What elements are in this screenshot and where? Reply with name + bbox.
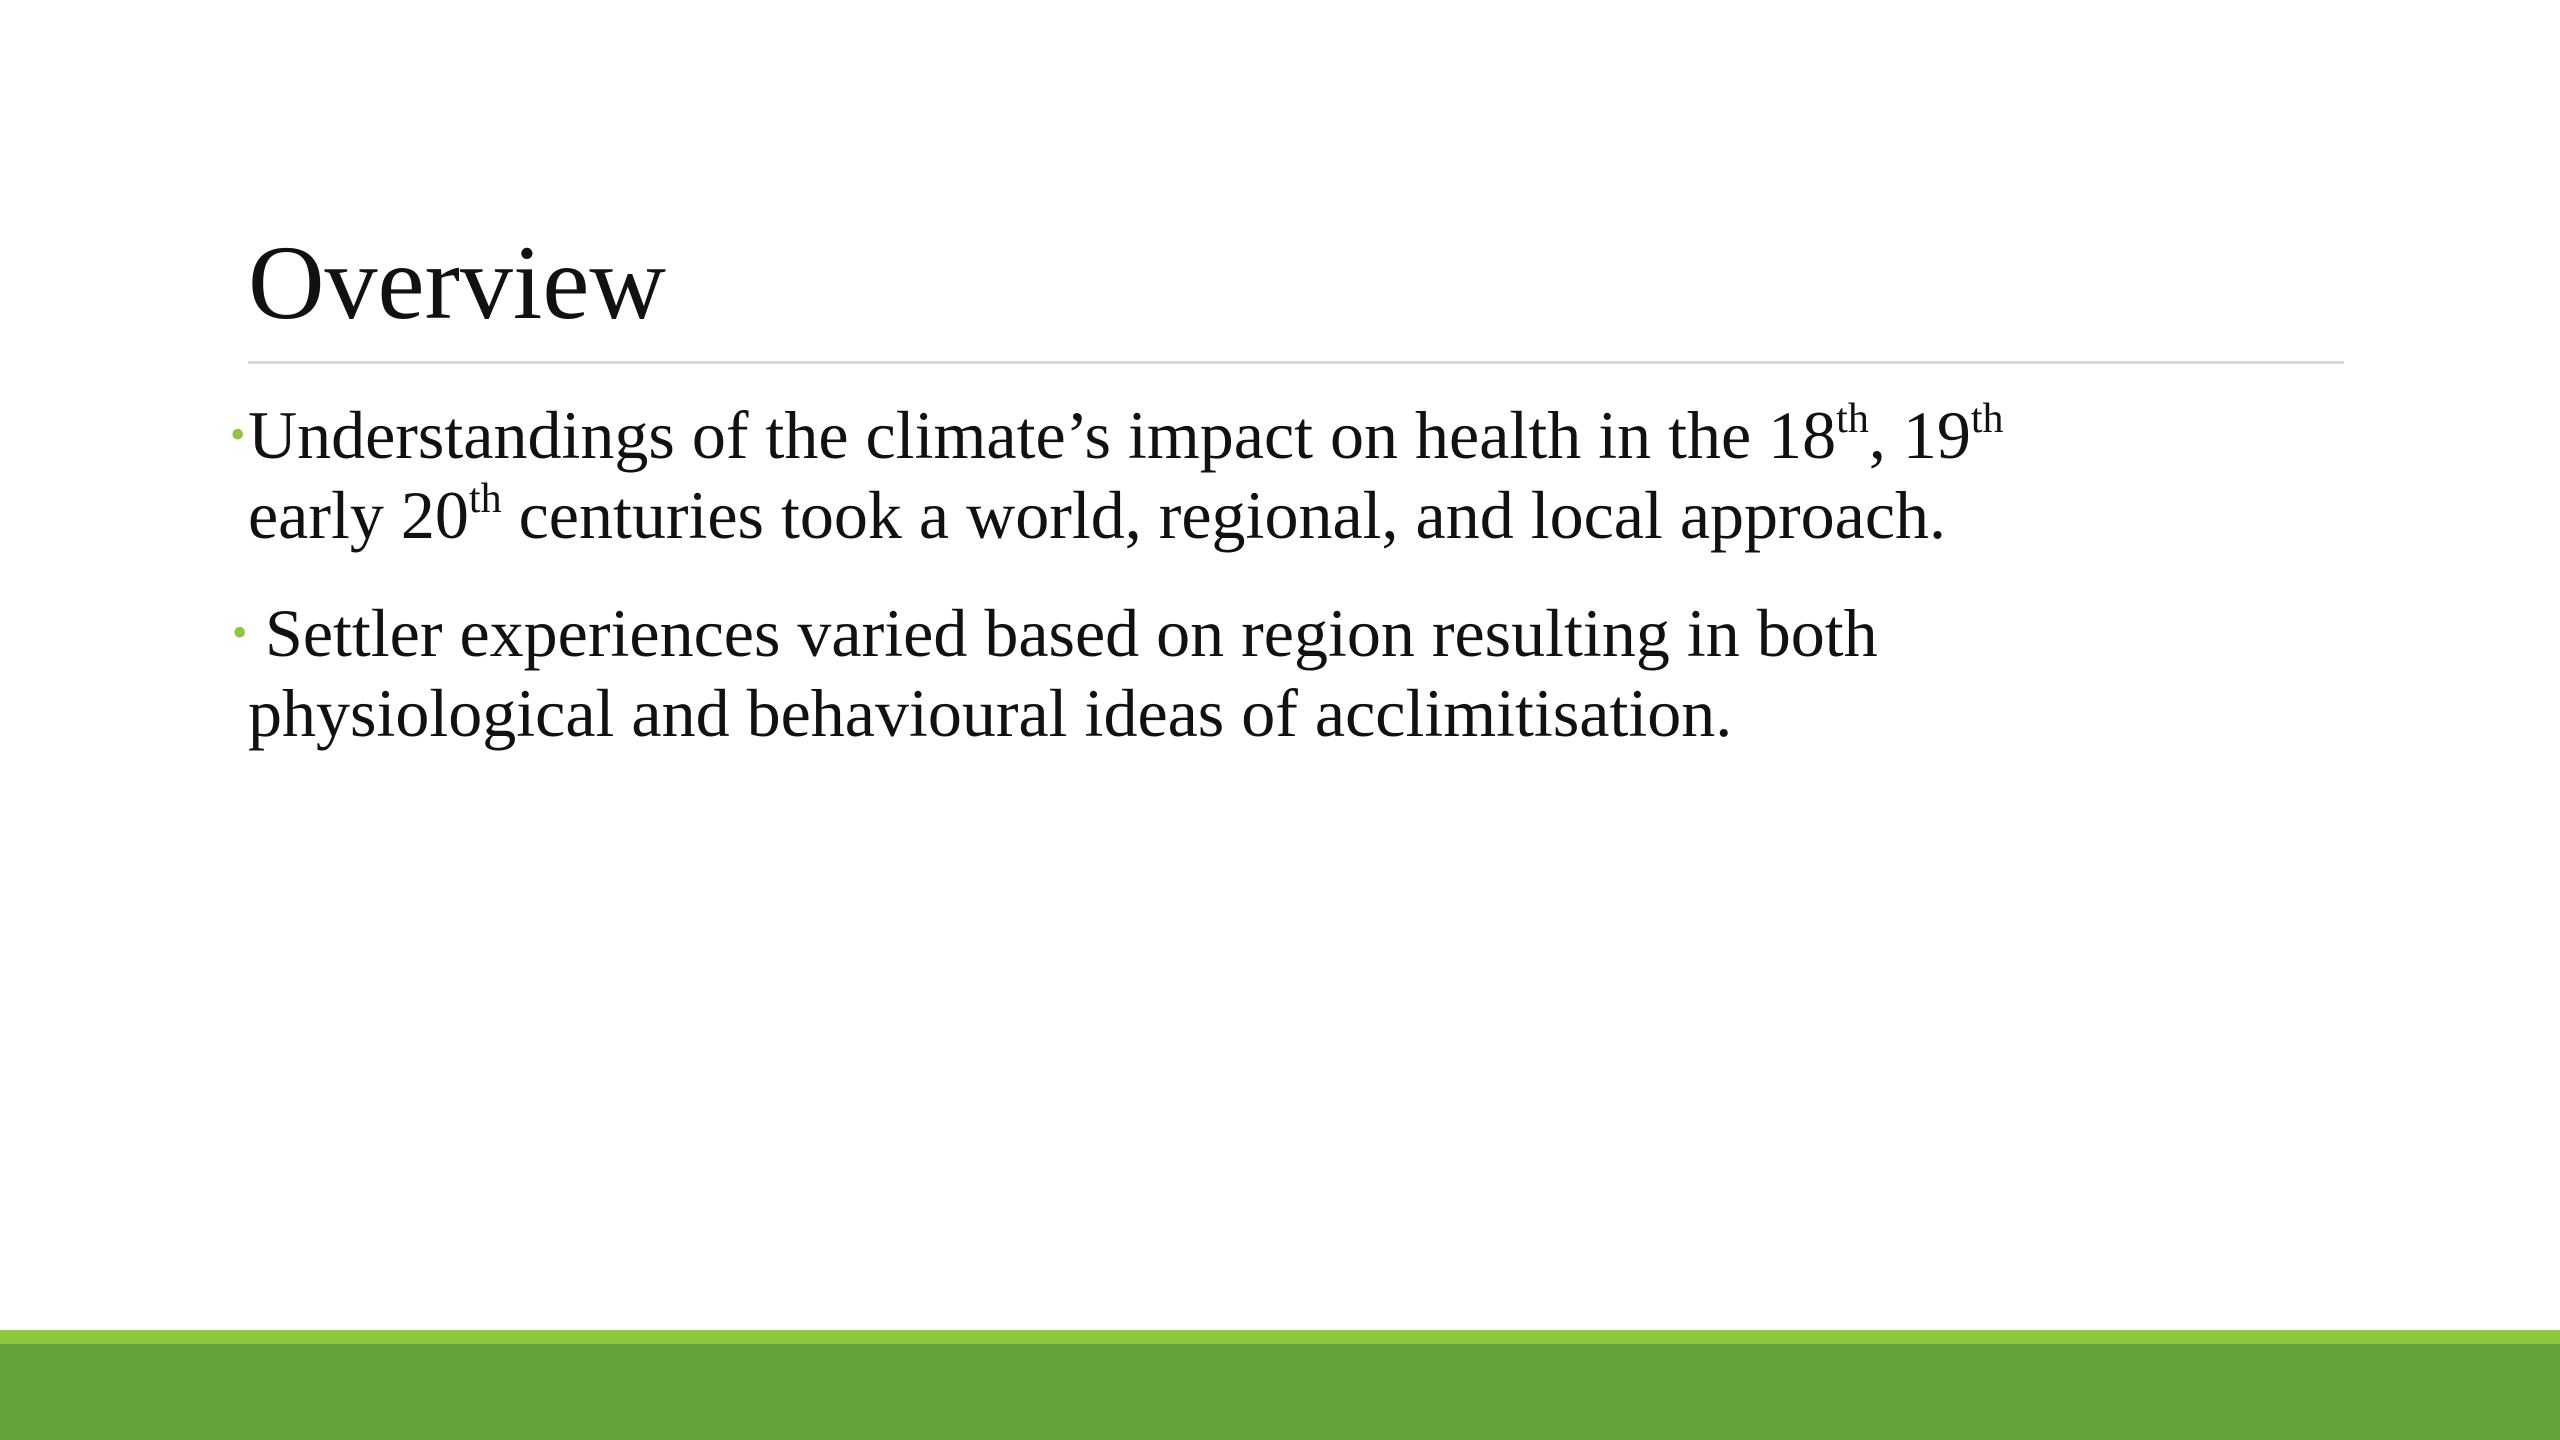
bullet-2-line-2: physiological and behavioural ideas of acclimitisation.: [248, 675, 1733, 751]
bullet-1-text-c: early 20: [248, 477, 469, 553]
bullet-1-superscript-1: th: [1836, 396, 1869, 442]
bullet-1-text-b: , 19: [1868, 397, 1971, 473]
bullet-1-text-d: centuries took a world, regional, and local approach.: [501, 477, 1947, 553]
bullet-marker: •: [232, 608, 248, 657]
bullet-item-1: [230, 395, 2328, 555]
bullet-1-text-a: Understandings of the climate’s impact on health in the 18: [248, 397, 1837, 473]
bullet-1-line-1: [248, 395, 2328, 475]
bullet-2-line-1: Settler experiences varied based on region resulting in both: [248, 595, 1878, 671]
bullet-1-superscript-3: th: [468, 476, 502, 522]
footer-accent-stripe: [0, 1330, 2560, 1344]
bullet-1-superscript-2: th: [1970, 396, 2004, 442]
bullet-item-2: [232, 593, 2328, 753]
footer-band: [0, 1344, 2560, 1440]
bullet-marker: •: [230, 410, 246, 459]
bullet-1-line-2: [248, 475, 2328, 555]
slide-title: Overview: [248, 224, 666, 341]
